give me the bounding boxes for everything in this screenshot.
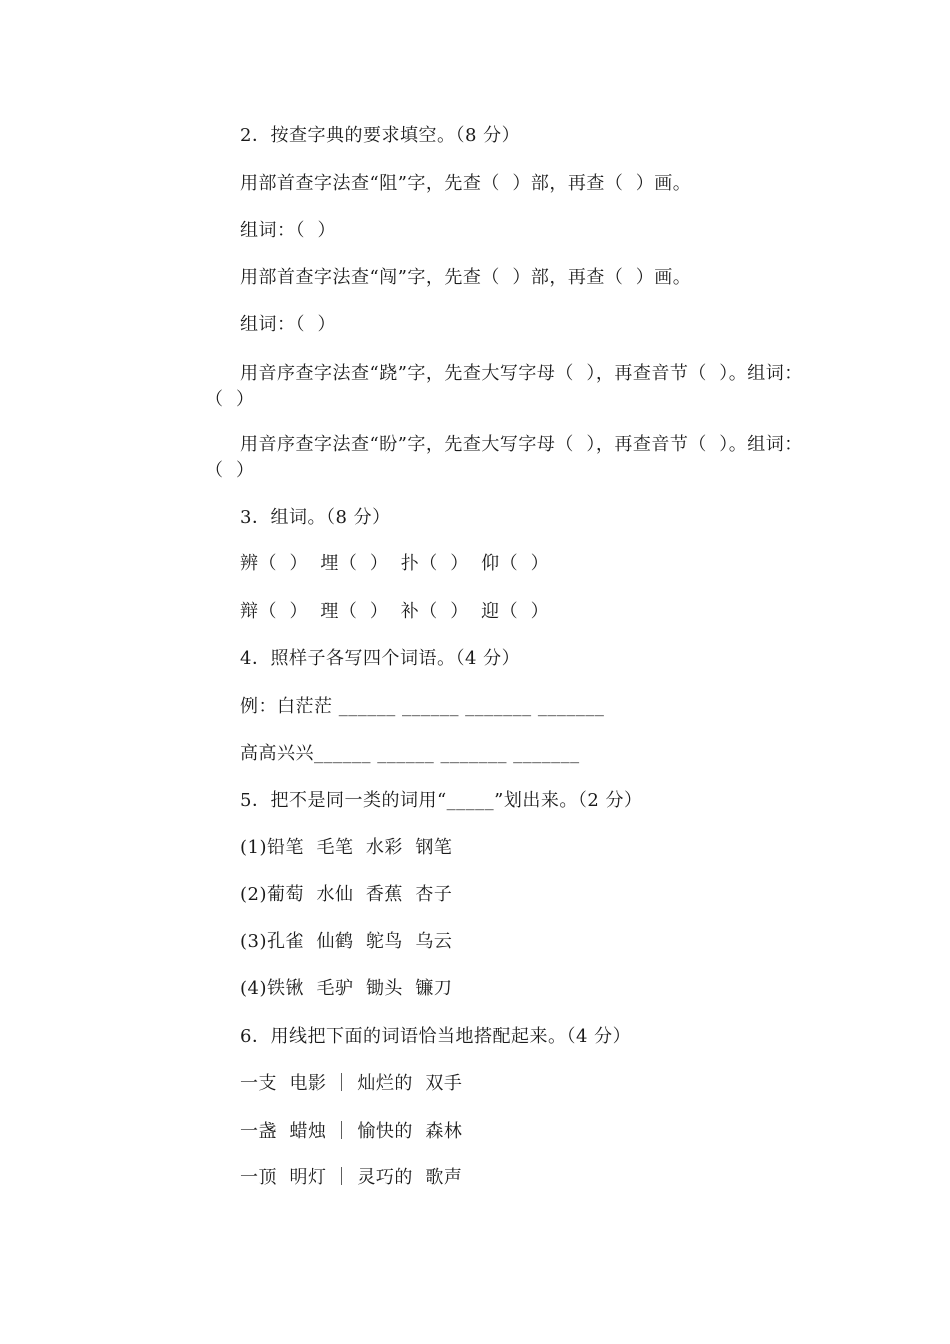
q4-title: 4．照样子各写四个词语。（4 分）: [240, 648, 521, 669]
q5-item: (4)铁锹 毛驴 锄头 镰刀: [240, 978, 453, 999]
q2-line-4: 组词：（ ）: [240, 314, 336, 335]
q6-row: 一盏 蜡烛 ｜ 愉快的 森林: [240, 1121, 463, 1142]
q3-title: 3．组词。（8 分）: [240, 507, 391, 528]
q6-row: 一支 电影 ｜ 灿烂的 双手: [240, 1073, 463, 1094]
q2-line-2: 组词：（ ）: [240, 220, 336, 241]
q3-row-2: 辩（ ） 理（ ） 补（ ） 迎（ ）: [240, 601, 550, 622]
q5-item: (2)葡萄 水仙 香蕉 杏子: [240, 884, 453, 905]
q3-row-1: 辨（ ） 埋（ ） 扑（ ） 仰（ ）: [240, 553, 550, 574]
q2-line-3: 用部首查字法查“闯”字，先查（ ）部，再查（ ）画。: [240, 267, 692, 288]
q4-row-2: 高高兴兴______ ______ _______ _______: [240, 743, 580, 764]
q6-title: 6．用线把下面的词语恰当地搭配起来。（4 分）: [240, 1026, 632, 1047]
q2-title: 2．按查字典的要求填空。（8 分）: [240, 125, 521, 146]
q5-item: (3)孔雀 仙鹤 鸵鸟 乌云: [240, 931, 453, 952]
q5-item: (1)铅笔 毛笔 水彩 钢笔: [240, 837, 453, 858]
q2-line-5: 用音序查字法查“跷”字，先查大写字母（ ），再查音节（ ）。组词：（ ）: [205, 363, 803, 410]
q5-title: 5．把不是同一类的词用“_____”划出来。（2 分）: [240, 790, 643, 811]
q2-line-6: 用音序查字法查“盼”字，先查大写字母（ ），再查音节（ ）。组词：（ ）: [205, 434, 803, 481]
q6-row: 一顶 明灯 ｜ 灵巧的 歌声: [240, 1167, 463, 1188]
q2-line-1: 用部首查字法查“阻”字，先查（ ）部，再查（ ）画。: [240, 173, 692, 194]
q4-row-1: 例：白茫茫 ______ ______ _______ _______: [240, 696, 605, 717]
